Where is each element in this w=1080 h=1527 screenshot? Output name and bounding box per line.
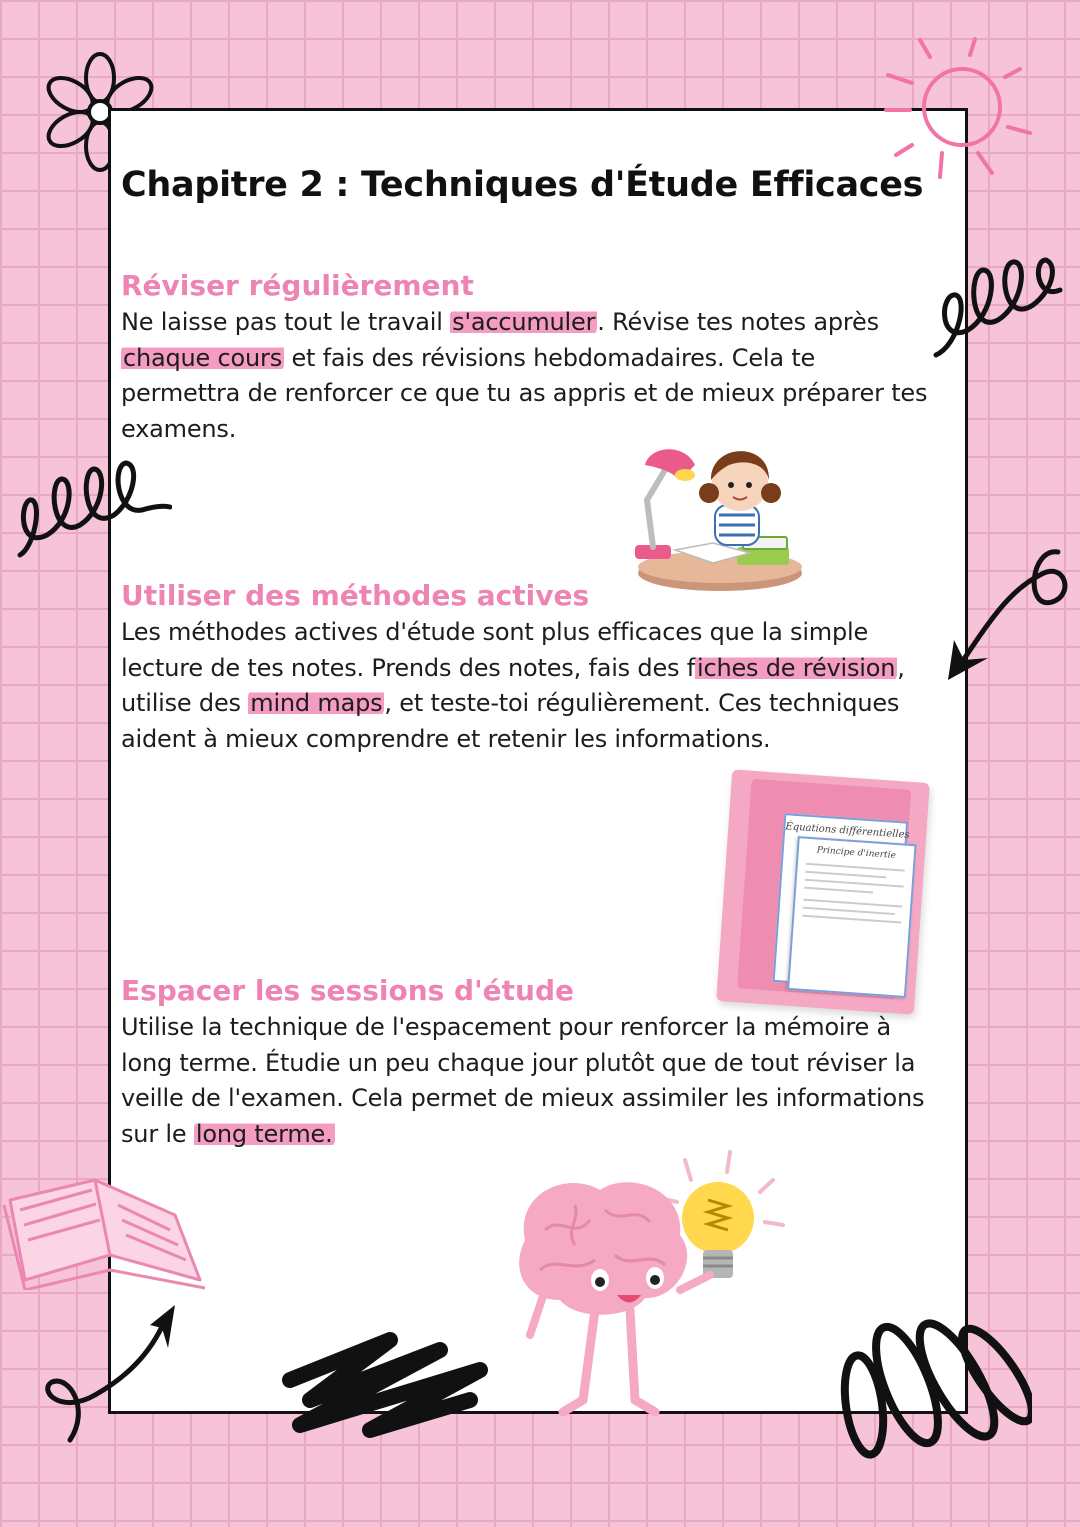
note-card-subtitle: Principe d'inertie	[816, 845, 897, 861]
section-heading: Utiliser des méthodes actives	[121, 579, 590, 612]
curved-arrow-icon	[40, 1300, 180, 1445]
highlight: long terme.	[195, 1119, 333, 1148]
highlight: iches de révision	[697, 653, 896, 682]
section-paragraph	[121, 305, 941, 447]
section-methodes	[121, 577, 941, 757]
sun-icon	[880, 35, 1040, 185]
page-title: Chapitre 2 : Techniques d'Étude Efficaces	[121, 165, 924, 205]
loop-scribble-icon	[928, 250, 1068, 365]
section-paragraph	[121, 615, 941, 757]
highlight: s'accumuler	[452, 308, 596, 336]
revision-cards-image	[716, 769, 930, 1014]
highlight: mind maps	[250, 689, 383, 717]
section-paragraph	[121, 1010, 941, 1152]
girl-studying-illustration	[625, 425, 810, 597]
open-book-icon	[0, 1160, 215, 1290]
section-reviser	[121, 267, 941, 447]
oval-scribble-icon	[832, 1310, 1032, 1460]
text-run: . Révise tes notes après	[597, 308, 879, 336]
text-run: Utilise la technique de l'espacement pour renforcer la mémoire à long terme. Étudie un peu chaque jour plutôt que de tout réviser la veille de l'examen. Cela permet de mieux assimiler les informations sur le	[121, 1013, 925, 1148]
text-run: Ne laisse pas tout le travail	[121, 308, 451, 336]
loop-scribble-icon	[12, 455, 172, 565]
text-run: et fais des révisions hebdomadaires. Cela te permettra de renforcer ce que tu as appris et de mieux préparer tes examens.	[121, 343, 928, 443]
text-run: , utilise des	[121, 653, 905, 717]
note-card-title: Équations différentielles	[785, 821, 910, 841]
section-heading: Espacer les sessions d'étude	[121, 974, 575, 1007]
zigzag-scribble-icon	[250, 1320, 500, 1440]
text-run: , et teste-toi régulièrement. Ces techniques aident à mieux comprendre et retenir les informations.	[121, 689, 900, 753]
text-run: Les méthodes actives d'étude sont plus efficaces que la simple lecture de tes notes. Prends des notes, fais des f	[121, 618, 869, 682]
highlight: chaque cours	[123, 343, 283, 372]
brain-lightbulb-illustration	[505, 1150, 795, 1420]
section-heading: Réviser régulièrement	[121, 269, 474, 302]
curved-arrow-icon	[940, 540, 1080, 690]
